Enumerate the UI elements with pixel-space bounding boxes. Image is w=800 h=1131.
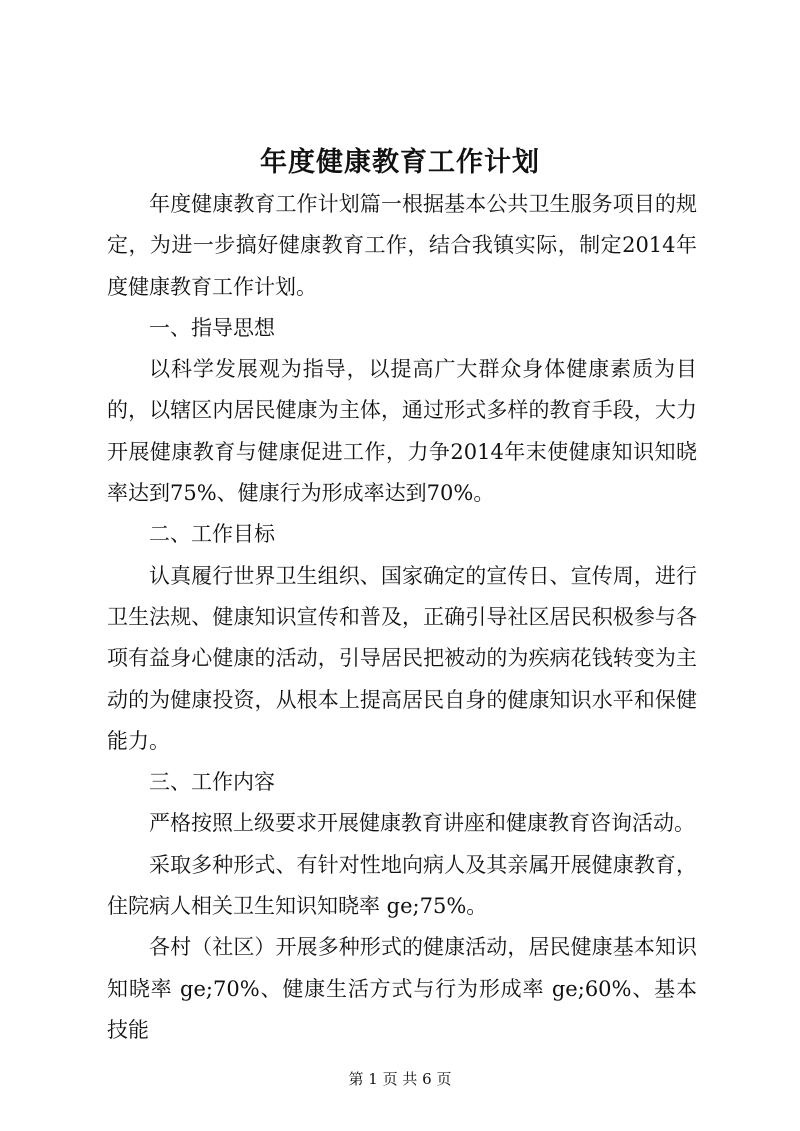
section-heading-guiding-ideology: 一、指导思想 [149,315,275,340]
work-content-paragraph-3: 各村（社区）开展多种形式的健康活动，居民健康基本知识知晓率 ge;70%、健康生活方式与行为形成率 ge;60%、基本技能 [107,935,697,1042]
work-content-paragraph-1: 严格按照上级要求开展健康教育讲座和健康教育咨询活动。 [149,811,695,836]
guiding-ideology-paragraph: 以科学发展观为指导，以提高广大群众身体健康素质为目的，以辖区内居民健康为主体，通过形式多样的教育手段，大力开展健康教育与健康促进工作，力争2014年末使健康知识知晓率达到75%、健康行为形成率达到70%。 [107,357,697,506]
work-content-paragraph-2: 采取多种形式、有针对性地向病人及其亲属开展健康教育，住院病人相关卫生知识知晓率 ge;75%。 [107,852,697,919]
intro-paragraph: 年度健康教育工作计划篇一根据基本公共卫生服务项目的规定，为进一步搞好健康教育工作，结合我镇实际，制定2014年度健康教育工作计划。 [107,192,697,299]
section-heading-work-content: 三、工作内容 [149,770,275,795]
section-heading-work-goals: 二、工作目标 [149,522,275,547]
document-title: 年度健康教育工作计划 [260,147,540,178]
work-goals-paragraph: 认真履行世界卫生组织、国家确定的宣传日、宣传周，进行卫生法规、健康知识宣传和普及，正确引导社区居民积极参与各项有益身心健康的活动，引导居民把被动的为疾病花钱转变为主动的为健康投资，从根本上提高居民自身的健康知识水平和保健能力。 [107,563,697,753]
document-body [107,184,697,1051]
page-number-footer: 第 1 页 共 6 页 [348,1070,452,1088]
